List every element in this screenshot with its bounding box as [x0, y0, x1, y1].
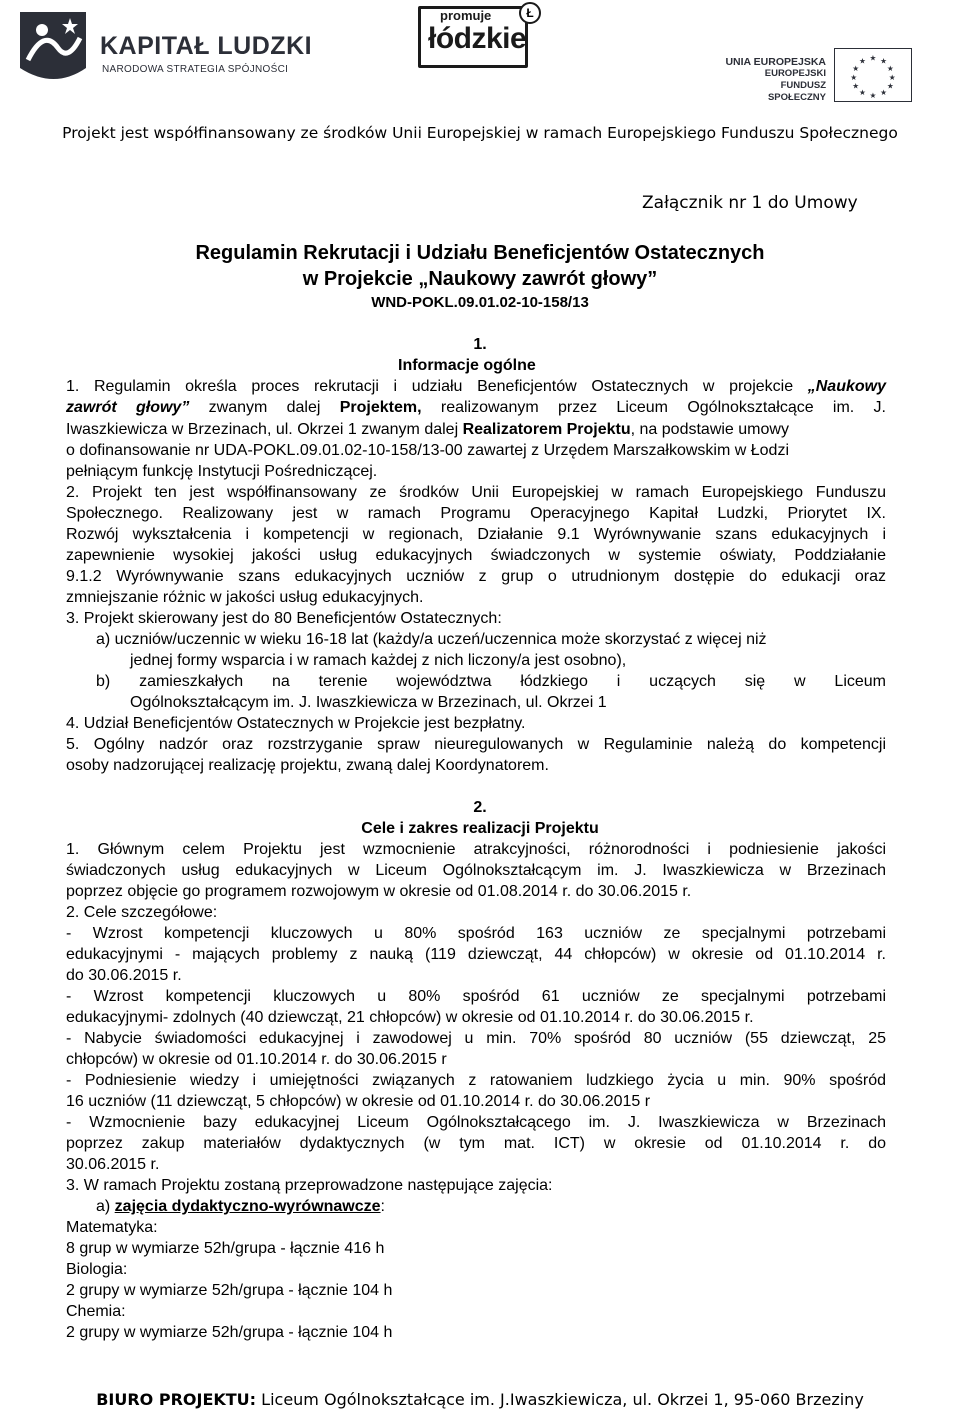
svg-text:★: ★ [852, 64, 860, 74]
kapital-ludzki-title: KAPITAŁ LUDZKI [100, 32, 313, 60]
paragraph-5-line2: osoby nadzorującej realizację projektu, zwaną dalej Koordynatorem. [66, 757, 549, 774]
cofinancing-note: Projekt jest współfinansowany ze środków Unii Europejskiej w ramach Europejskiego Funduszu Społecznego [62, 124, 898, 142]
paragraph-1-line4: o dofinansowanie nr UDA-POKL.09.01.02-10-158/13-00 zawartej z Urzędem Marszałkowskim w Łodzi [66, 442, 789, 459]
goal-e-line2: poprzez zakup materiałów dydaktycznych (w tym mat. ICT) w okresie od 01.10.2014 r. do [66, 1135, 886, 1152]
kapital-ludzki-emblem-icon [14, 8, 92, 90]
section-2-number: 2. [473, 799, 487, 816]
lodzkie-badge-icon: Ł [519, 2, 541, 24]
goal-b-line2: edukacyjnymi- zdolnych (40 dziewcząt, 21 chłopców) w okresie od 01.10.2014 r. do 30.06.2015 r. [66, 1009, 754, 1026]
promuje-lodzkie-logo [414, 2, 544, 80]
goal-1-line1: 1. Głównym celem Projektu jest wzmocnienie atrakcyjności, różnorodności i podniesienie jakości [66, 841, 886, 858]
goal-1-line3: poprzez objęcie go programem rozwojowym w okresie od 01.08.2014 r. do 30.06.2015 r. [66, 883, 692, 900]
goal-a-line3: do 30.06.2015 r. [66, 967, 182, 984]
project-code: WND-POKL.09.01.02-10-158/13 [371, 294, 589, 311]
footer-label: BIURO PROJEKTU: [96, 1390, 257, 1409]
paragraph-1-line1: 1. Regulamin określa proces rekrutacji i udziału Beneficjentów Ostatecznych w projekcie „Naukowy [66, 378, 886, 395]
paragraph-2-line3: Rozwój wykształcenia i kompetencji w regionach, Działanie 9.1 Wyrównywanie szans edukacyjnych i [66, 526, 886, 543]
eu-line3: FUNDUSZ SPOŁECZNY [767, 80, 826, 103]
svg-text:★: ★ [869, 53, 877, 63]
goal-b-line1: - Wzrost kompetencji kluczowych u 80% spośród 61 uczniów ze specjalnymi potrzebami [66, 988, 886, 1005]
document-title-line2: w Projekcie „Naukowy zawrót głowy” [302, 268, 658, 290]
svg-text:★: ★ [888, 72, 896, 82]
paragraph-1-line3: Iwaszkiewicza w Brzezinach, ul. Okrzei 1 zwanym dalej Realizatorem Projektu, na podstawie umowy [66, 421, 789, 438]
paragraph-1-line2: zawrót głowy” zwanym dalej Projektem, realizowanym przez Liceum Ogólnokształcące im. J. [66, 399, 887, 416]
paragraph-4: 4. Udział Beneficjentów Ostatecznych w Projekcie jest bezpłatny. [66, 715, 526, 732]
subject-math: Matematyka: [66, 1219, 158, 1236]
goal-e-line3: 30.06.2015 r. [66, 1156, 160, 1173]
svg-text:★: ★ [886, 64, 894, 74]
paragraph-3-item-a-cont: jednej formy wsparcia i w ramach każdej z nich liczony/a jest osobno), [130, 652, 627, 669]
lodzkie-main-text: łódzkie [428, 22, 527, 55]
goal-a-line2: edukacyjnymi - mających problemy z nauką (119 dziewcząt, 44 chłopców) w okresie od 01.10.2014 r. [66, 946, 886, 963]
eu-flag-icon [834, 48, 912, 102]
paragraph-2-line1: 2. Projekt ten jest współfinansowany ze środków Unii Europejskiej w ramach Europejskiego Funduszu [66, 484, 886, 501]
subject-biology: Biologia: [66, 1261, 128, 1278]
goal-e-line1: - Wzmocnienie bazy edukacyjnej Liceum Ogólnokształcącego im. J. Iwaszkiewicza w Brzezinach [66, 1114, 886, 1131]
section-1-number: 1. [473, 336, 487, 353]
activities-heading: 3. W ramach Projektu zostaną przeprowadzone następujące zajęcia: [66, 1177, 553, 1194]
svg-text:★: ★ [880, 88, 888, 98]
svg-text:★: ★ [850, 72, 858, 82]
subject-biology-value: 2 grupy w wymiarze 52h/grupa - łącznie 104 h [66, 1282, 393, 1299]
paragraph-1-line5: pełniącym funkcję Instytucji Pośredniczącej. [66, 463, 378, 480]
paragraph-3-item-b-cont: Ogólnokształcącym im. J. Iwaszkiewicza w Brzezinach, ul. Okrzei 1 [130, 694, 607, 711]
goal-1-line2: świadczonych usług edukacyjnych w Liceum Ogólnokształcącym im. J. Iwaszkiewicza w Brzezinach [66, 862, 886, 879]
svg-text:★: ★ [852, 81, 860, 91]
document-title: Regulamin Rekrutacji i Udziału Beneficjentów Ostatecznych [195, 242, 765, 264]
svg-text:★: ★ [886, 81, 894, 91]
eu-line1: UNIA EUROPEJSKA [725, 56, 826, 68]
subject-math-value: 8 grup w wymiarze 52h/grupa - łącznie 416 h [66, 1240, 385, 1257]
paragraph-3-item-a: a) uczniów/uczennic w wieku 16-18 lat (każdy/a uczeń/uczennica może skorzystać z więcej niż [96, 631, 767, 648]
kapital-ludzki-subtitle: NARODOWA STRATEGIA SPÓJNOŚCI [102, 64, 289, 75]
paragraph-3-item-b: b) zamieszkałych na terenie województwa łódzkiego i uczących się w Liceum [96, 673, 886, 690]
goals-detailed-heading: 2. Cele szczegółowe: [66, 904, 218, 921]
svg-text:★: ★ [858, 88, 866, 98]
eu-logo [724, 48, 956, 104]
eu-line2: EUROPEJSKI [764, 68, 826, 79]
goal-c-line2: chłopców) w okresie od 01.10.2014 r. do 30.06.2015 r [66, 1051, 447, 1068]
footer-address [0, 1390, 960, 1409]
activity-a: a) zajęcia dydaktyczno-wyrównawcze: [96, 1198, 385, 1215]
goal-d-line1: - Podniesienie wiedzy i umiejętności związanych z ratowaniem ludzkiego życia u min. 90% spośród [66, 1072, 886, 1089]
subject-chemistry: Chemia: [66, 1303, 126, 1320]
paragraph-2-line4: zapewnienie wysokiej jakości usług edukacyjnych świadczonych w systemie oświaty, Poddziałanie [66, 547, 886, 564]
kapital-ludzki-logo [14, 8, 313, 90]
goal-a-line1: - Wzrost kompetencji kluczowych u 80% spośród 163 uczniów ze specjalnymi potrzebami [66, 925, 886, 942]
footer-text: Liceum Ogólnokształcące im. J.Iwaszkiewicza, ul. Okrzei 1, 95-060 Brzeziny [256, 1390, 864, 1409]
paragraph-5-line1: 5. Ogólny nadzór oraz rozstrzyganie spraw nieuregulowanych w Regulaminie należą do kompetencji [66, 736, 886, 753]
subject-chemistry-value: 2 grupy w wymiarze 52h/grupa - łącznie 104 h [66, 1324, 393, 1341]
lodzkie-top-text: promuje [440, 8, 492, 23]
paragraph-3-line1: 3. Projekt skierowany jest do 80 Beneficjentów Ostatecznych: [66, 610, 502, 627]
goal-d-line2: 16 uczniów (11 dziewcząt, 5 chłopców) w okresie od 01.10.2014 r. do 30.06.2015 r [66, 1093, 651, 1110]
attachment-label: Załącznik nr 1 do Umowy [642, 193, 858, 213]
paragraph-2-line6: zmniejszanie różnic w jakości usług edukacyjnych. [66, 589, 424, 606]
svg-text:★: ★ [880, 56, 888, 66]
eu-logo-text [724, 56, 826, 104]
section-2-title: Cele i zakres realizacji Projektu [361, 820, 599, 837]
goal-c-line1: - Nabycie świadomości edukacyjnej i zawodowej u min. 70% spośród 80 uczniów (55 dziewcząt, 25 [66, 1030, 886, 1047]
paragraph-2-line5: 9.1.2 Wyrównywanie szans edukacyjnych uczniów z grup o utrudnionym dostępie do edukacji oraz [66, 568, 886, 585]
svg-text:★: ★ [858, 56, 866, 66]
svg-text:★: ★ [869, 91, 877, 101]
paragraph-2-line2: Społecznego. Realizowany jest w ramach Programu Operacyjnego Kapitał Ludzki, Priorytet IX. [66, 505, 886, 522]
section-1-title: Informacje ogólne [398, 357, 536, 374]
